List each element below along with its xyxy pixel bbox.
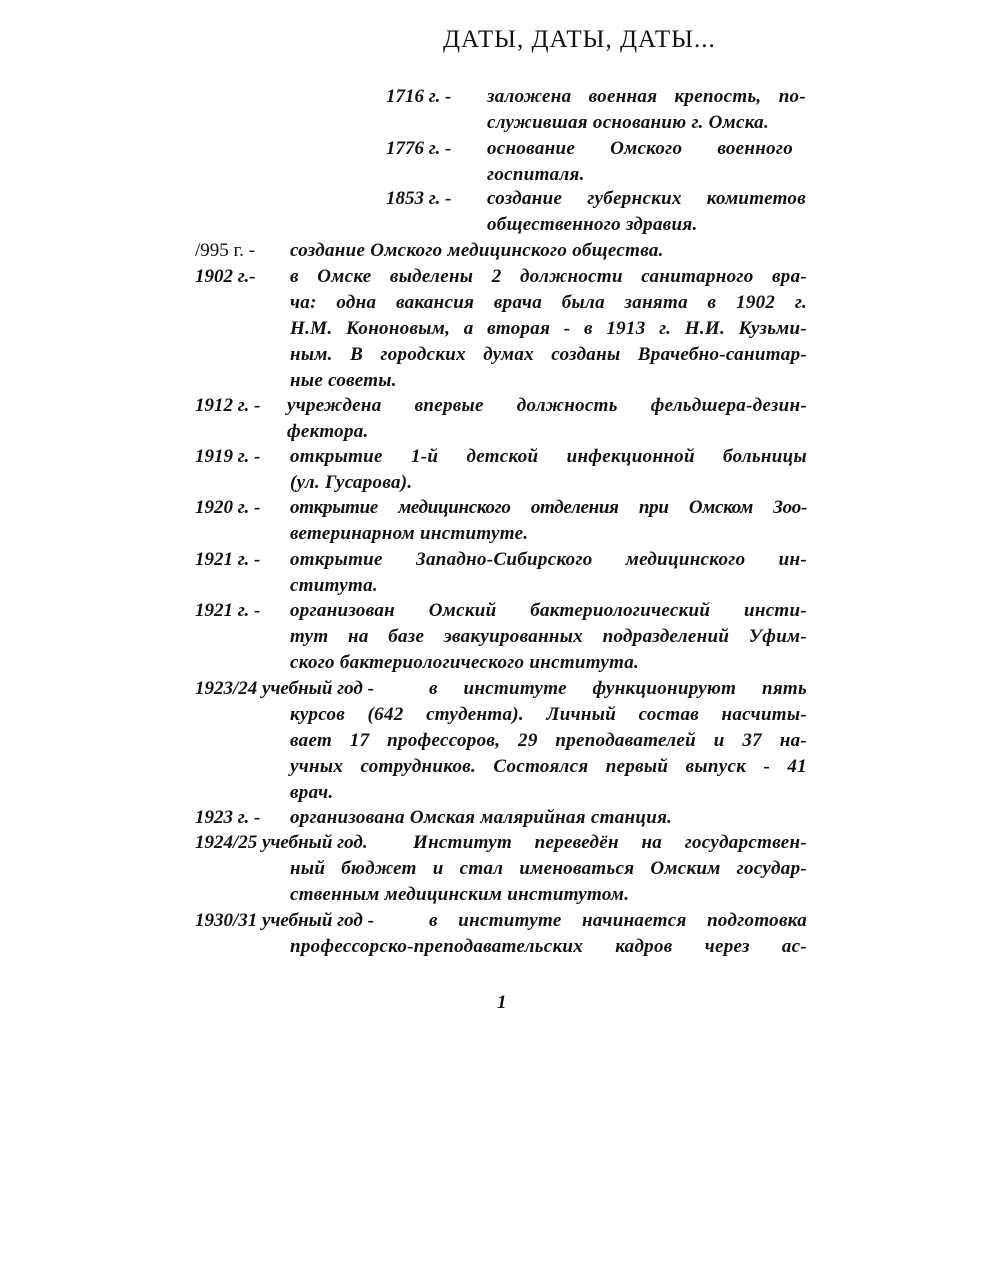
entry-date: 1923/24 учебный год -: [195, 678, 374, 699]
text-line: (ул. Гусарова).: [290, 472, 413, 493]
entry-1912: [195, 393, 807, 445]
text-line: создание губернских комитетов: [487, 188, 806, 209]
text-line: ственным медицинским институтом.: [290, 884, 630, 905]
text-line: ветеринарном институте.: [290, 523, 529, 544]
page-title: ДАТЫ, ДАТЫ, ДАТЫ...: [443, 26, 716, 53]
entry-date: 1716 г. -: [386, 86, 452, 107]
entry-date: 1919 г. -: [195, 446, 261, 467]
entry-text: [290, 444, 807, 496]
text-line: в Омске выделены 2 должности санитарного вра-: [290, 266, 807, 287]
text-line: госпиталя.: [487, 164, 585, 185]
entry-text: [287, 393, 807, 445]
entry-text: [290, 495, 807, 547]
entry-date: 1853 г. -: [386, 188, 452, 209]
entry-text: [487, 186, 806, 238]
entry-text-continued: [290, 702, 807, 806]
text-line: ный бюджет и стал именоваться Омским государ-: [290, 858, 807, 879]
entry-1902: [195, 264, 807, 394]
entry-text: [290, 264, 807, 394]
text-line: ского бактериологического института.: [290, 652, 640, 673]
entry-date: 1902 г.-: [195, 266, 256, 287]
entry-text: [290, 238, 807, 264]
text-line: организован Омский бактериологический инсти-: [290, 600, 807, 621]
text-line: вает 17 профессоров, 29 преподавателей и 37 на-: [290, 730, 807, 751]
entry-date: 1776 г. -: [386, 138, 452, 159]
entry-text-continued: [290, 934, 807, 960]
text-line: учных сотрудников. Состоялся первый выпуск - 41: [290, 756, 807, 777]
text-line: создание Омского медицинского общества.: [290, 240, 664, 261]
entry-date: 1912 г. -: [195, 395, 261, 416]
text-line: заложена военная крепость, по-: [487, 86, 806, 107]
text-line: ча: одна вакансия врача была занята в 1902 г.: [290, 292, 807, 313]
text-line: курсов (642 студента). Личный состав насчиты-: [290, 704, 807, 725]
text-line: открытие медицинского отделения при Омском Зоо-: [290, 497, 807, 518]
entry-date: 1923 г. -: [195, 807, 261, 828]
entry-1930-31: [195, 908, 807, 960]
text-line: учреждена впервые должность фельдшера-дезин-: [287, 395, 807, 416]
entry-text: [290, 547, 807, 599]
text-line: ным. В городских думах созданы Врачебно-санитар-: [290, 344, 807, 365]
entry-date: 1920 г. -: [195, 497, 261, 518]
text-line: служившая основанию г. Омска.: [487, 112, 770, 133]
entry-date: 1921 г. -: [195, 549, 261, 570]
entry-1923: [195, 805, 807, 831]
entry-1895: [195, 238, 807, 264]
entry-text: [429, 908, 807, 934]
entry-text: [290, 805, 807, 831]
text-line: врач.: [290, 782, 334, 803]
entry-date: 1930/31 учебный год -: [195, 910, 374, 931]
entry-1853: [386, 186, 806, 238]
text-line: в институте функционируют пять: [429, 678, 807, 699]
entry-1923-24: [195, 676, 807, 806]
text-line: фектора.: [287, 421, 369, 442]
entry-text: [429, 676, 807, 702]
text-line: профессорско-преподавательских кадров через ас-: [290, 936, 807, 957]
text-line: открытие Западно-Сибирского медицинского ин-: [290, 549, 807, 570]
text-line: тут на базе эвакуированных подразделений Уфим-: [290, 626, 807, 647]
text-line: ные советы.: [290, 370, 397, 391]
entry-1921-b: [195, 598, 807, 676]
text-line: общественного здравия.: [487, 214, 698, 235]
entry-1776: [386, 136, 806, 188]
entry-1919: [195, 444, 807, 496]
text-line: в институте начинается подготовка: [429, 910, 807, 931]
text-line: открытие 1-й детской инфекционной больницы: [290, 446, 807, 467]
entry-text: [487, 84, 806, 136]
entry-1921-a: [195, 547, 807, 599]
text-line: ститута.: [290, 575, 378, 596]
entry-text: [487, 136, 793, 188]
entry-text: [413, 830, 807, 856]
entry-date: 1921 г. -: [195, 600, 261, 621]
text-line: Институт переведён на государствен-: [413, 832, 807, 853]
entry-1716: [386, 84, 806, 136]
entry-date: /995 г. -: [195, 240, 256, 261]
entry-text: [290, 598, 807, 676]
entry-date: 1924/25 учебный год.: [195, 832, 368, 853]
entry-1920: [195, 495, 807, 547]
text-line: основание Омского военного: [487, 138, 793, 159]
text-line: Н.М. Кононовым, а вторая - в 1913 г. Н.И. Кузьми-: [290, 318, 807, 339]
entry-text-continued: [290, 856, 807, 908]
page-number: 1: [497, 992, 507, 1013]
entry-1924-25: [195, 830, 807, 908]
text-line: организована Омская малярийная станция.: [290, 807, 673, 828]
